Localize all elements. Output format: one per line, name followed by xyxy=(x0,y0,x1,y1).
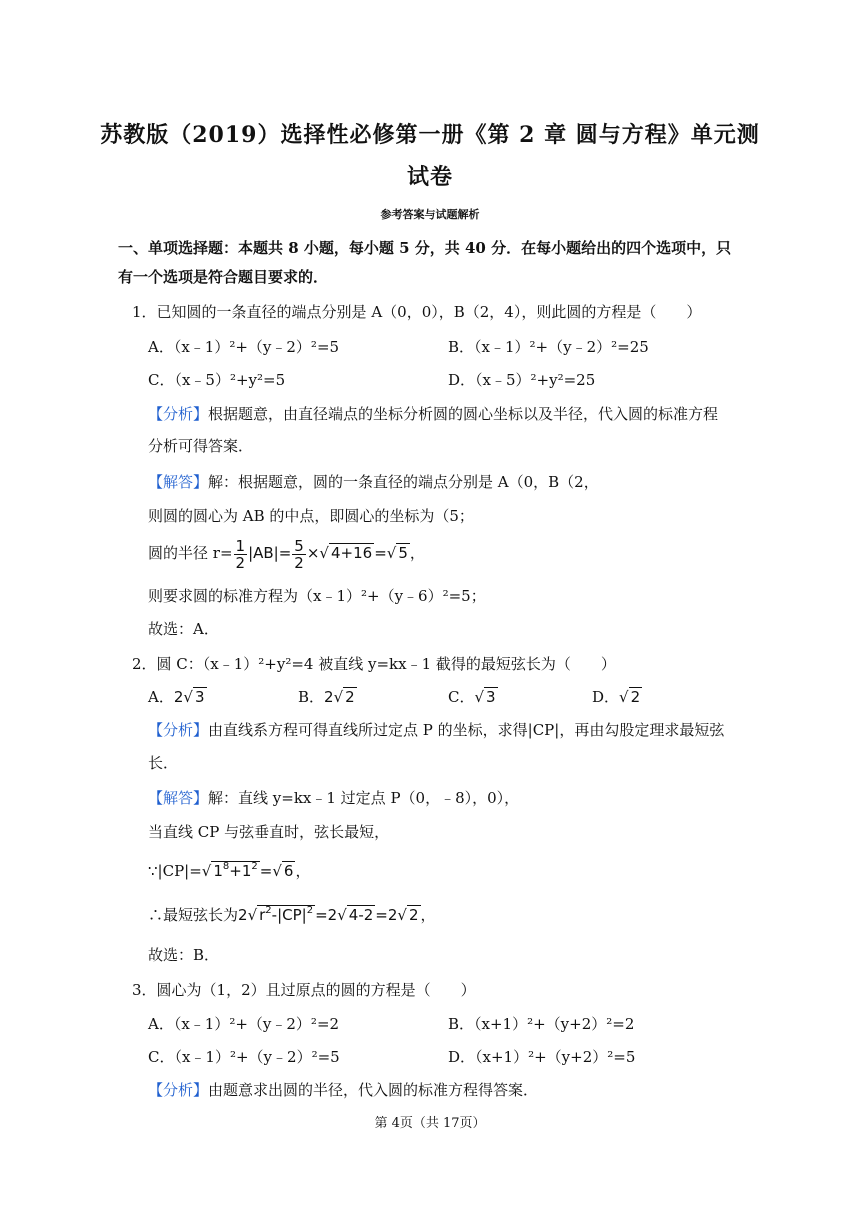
analysis-tag: 【分析】 xyxy=(148,405,209,423)
q2-answer-line2: 当直线 CP 与弦垂直时，弦长最短， xyxy=(148,823,390,841)
sqrt-five: √ 5 xyxy=(386,544,408,562)
q2-chord-prefix: ∴最短弦长为 xyxy=(148,906,239,924)
q1-option-b: B．（x﹣1）²+（y﹣2）²=25 xyxy=(448,338,649,356)
doc-title-line1: 苏教版（2019）选择性必修第一册《第 2 章 圆与方程》单元测 xyxy=(100,122,760,148)
q2-option-c: C．√ 3 xyxy=(448,688,496,706)
q2-option-a: A．2√ 3 xyxy=(148,688,205,706)
q3-option-a: A．（x﹣1）²+（y﹣2）²=2 xyxy=(148,1015,340,1033)
fraction-half: $\frac{1}{2}$ xyxy=(235,536,246,572)
q2-option-b: B．2√ 2 xyxy=(298,688,355,706)
section-heading-line1: 一、单项选择题：本题共 8 小题，每小题 5 分，共 40 分．在每小题给出的四个选项中，只 xyxy=(118,239,732,257)
q3-option-c: C．（x﹣1）²+（y﹣2）²=5 xyxy=(148,1048,340,1066)
sqrt-expression: √ 4+16 xyxy=(319,544,373,562)
doc-title-line2: 试卷 xyxy=(406,164,453,190)
q1-answer-line4: 则要求圆的标准方程为（x﹣1）²+（y﹣6）²=5； xyxy=(148,587,486,605)
q1-analysis xyxy=(148,404,718,424)
q1-answer xyxy=(148,472,599,492)
analysis-tag: 【分析】 xyxy=(148,721,209,739)
q2-answer-text: 解：直线 y=kx﹣1 过定点 P（0，﹣8），0）， xyxy=(208,789,520,807)
q2-chord-line: ∴最短弦长为2√ $r^2-|CP|^2 =2√$ 4-2 =2√ 2 ， xyxy=(148,905,436,924)
q1-radius-line: 圆的半径 r= $\frac{1}{2}$ |AB|= $\frac{5}{2}$ ×√ 4+16 =√ 5 ， xyxy=(148,536,425,572)
q1-stem: 1．已知圆的一条直径的端点分别是 A（0，0），B（2，4），则此圆的方程是（ ） xyxy=(132,303,702,321)
q3-analysis xyxy=(148,1080,538,1100)
q1-analysis-text: 根据题意，由直径端点的坐标分析圆的圆心坐标以及半径，代入圆的标准方程 xyxy=(208,405,719,423)
q1-analysis-line2: 分析可得答案． xyxy=(148,437,254,455)
fraction-five-halves: $\frac{5}{2}$ xyxy=(294,536,304,572)
q1-option-a: A．（x﹣1）²+（y﹣2）²=5 xyxy=(148,338,340,356)
q3-stem: 3．圆心为（1，2）且过原点的圆的方程是（ ） xyxy=(132,981,476,999)
q2-answer-conclusion: 故选：B． xyxy=(148,946,220,964)
q2-stem: 2．圆 C：（x﹣1）²+y²=4 被直线 y=kx﹣1 截得的最短弦长为（ ） xyxy=(132,655,616,673)
q2-answer xyxy=(148,788,519,808)
page-footer: 第 4页（共 17页） xyxy=(374,1116,486,1131)
answer-tag: 【解答】 xyxy=(148,473,209,491)
analysis-tag: 【分析】 xyxy=(148,1081,209,1099)
q2-analysis-text: 由直线系方程可得直线所过定点 P 的坐标，求得|CP|，再由勾股定理求最短弦 xyxy=(208,721,725,739)
q1-option-d: D．（x﹣5）²+y²=25 xyxy=(448,371,596,389)
q2-option-d: D．√ 2 xyxy=(592,688,641,706)
answer-tag: 【解答】 xyxy=(148,789,209,807)
q1-answer-conclusion: 故选：A． xyxy=(148,620,219,638)
q1-answer-line2: 则圆的圆心为 AB 的中点，即圆心的坐标为（5； xyxy=(148,507,474,525)
q1-answer-text: 解：根据题意，圆的一条直径的端点分别是 A（0，B（2， xyxy=(208,473,599,491)
doc-subtitle: 参考答案与试题解析 xyxy=(380,208,480,221)
q2-analysis-line2: 长． xyxy=(148,754,179,772)
q1-option-c: C．（x﹣5）²+y²=5 xyxy=(148,371,286,389)
q3-option-d: D．（x+1）²+（y+2）²=5 xyxy=(448,1048,636,1066)
q3-analysis-text: 由题意求出圆的半径，代入圆的标准方程得答案． xyxy=(208,1081,539,1099)
section-heading-line2: 有一个选项是符合题目要求的． xyxy=(118,268,329,286)
sqrt-chord: √ $r^2-|CP|^2$ xyxy=(247,905,314,924)
q1-radius-prefix: 圆的半径 r= xyxy=(148,544,233,562)
q2-analysis xyxy=(148,720,724,740)
q2-cp-prefix: ∵|CP|= xyxy=(148,862,202,880)
q3-option-b: B．（x+1）²+（y+2）²=2 xyxy=(448,1015,635,1033)
q2-cp-line: ∵|CP|=√ $1^8+1^2$ =√ 6 ， xyxy=(148,861,311,880)
sqrt-cp: √ $1^8+1^2$ xyxy=(201,861,258,880)
